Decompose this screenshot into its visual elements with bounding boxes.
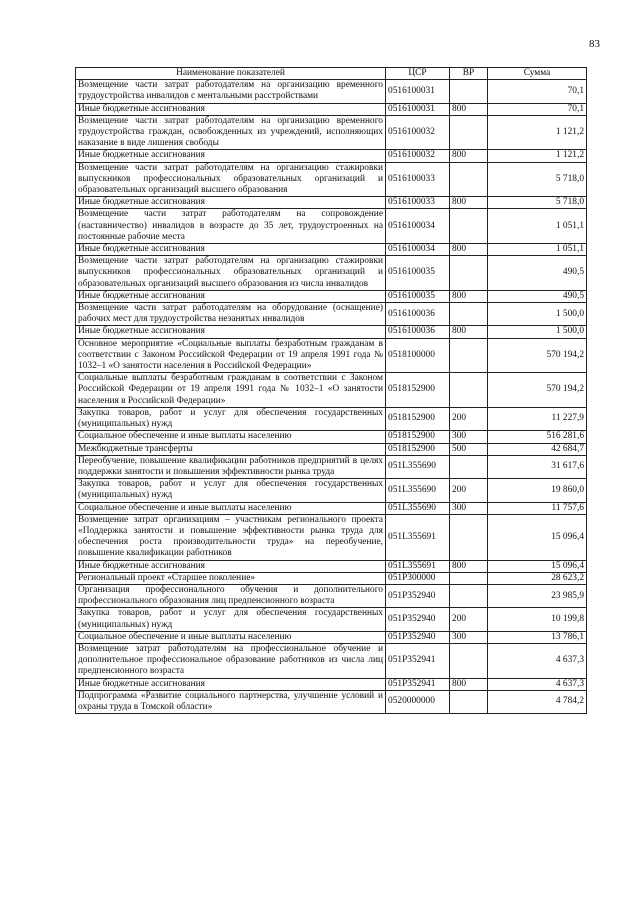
row-sum: 28 623,2 bbox=[488, 572, 587, 584]
row-vr: 800 bbox=[450, 150, 488, 162]
row-csr: 051L355690 bbox=[386, 479, 450, 502]
row-csr: 0520000000 bbox=[386, 690, 450, 713]
table-row bbox=[76, 209, 587, 244]
table-row bbox=[76, 150, 587, 162]
row-vr: 300 bbox=[450, 431, 488, 443]
row-csr: 051L355691 bbox=[386, 514, 450, 560]
row-csr: 0516100036 bbox=[386, 326, 450, 338]
row-name: Возмещение части затрат работодателям на сопровождение (наставничество) инвалидов в возрасте до 35 лет, трудоустроенных на постоянные рабочие места bbox=[76, 209, 386, 244]
row-vr bbox=[450, 303, 488, 326]
row-vr bbox=[450, 256, 488, 291]
row-name: Возмещение части затрат работодателям на оборудование (оснащение) рабочих мест для трудоустройства незанятых инвалидов bbox=[76, 303, 386, 326]
row-name: Возмещение части затрат работодателям на организацию стажировки выпускников профессиональных образовательных организаций и образовательных организаций высшего образования bbox=[76, 162, 386, 197]
row-name: Иные бюджетные ассигнования bbox=[76, 197, 386, 209]
row-csr: 0516100036 bbox=[386, 303, 450, 326]
row-vr: 800 bbox=[450, 103, 488, 115]
row-csr: 0518100000 bbox=[386, 338, 450, 373]
row-name: Иные бюджетные ассигнования bbox=[76, 326, 386, 338]
page-number: 83 bbox=[589, 38, 600, 50]
table-row bbox=[76, 115, 587, 150]
row-name: Возмещение затрат организациям – участникам регионального проекта «Поддержка занятости и повышение эффективности рынка труда для обеспечения роста производительности труда» на переобучение, повышение квалификации работников bbox=[76, 514, 386, 560]
row-csr: 0516100032 bbox=[386, 150, 450, 162]
table-row bbox=[76, 502, 587, 514]
table-row bbox=[76, 455, 587, 478]
row-name: Иные бюджетные ассигнования bbox=[76, 103, 386, 115]
row-sum: 4 784,2 bbox=[488, 690, 587, 713]
row-csr: 0516100033 bbox=[386, 162, 450, 197]
table-row bbox=[76, 572, 587, 584]
row-name: Иные бюджетные ассигнования bbox=[76, 150, 386, 162]
row-csr: 0516100033 bbox=[386, 197, 450, 209]
row-sum: 1 500,0 bbox=[488, 326, 587, 338]
row-vr bbox=[450, 80, 488, 103]
table-row bbox=[76, 256, 587, 291]
row-name: Основное мероприятие «Социальные выплаты безработным гражданам в соответствии с Законом Российской Федерации от 19 апреля 1991 года № 1032–1 «О занятости населения в Российской Федерации» bbox=[76, 338, 386, 373]
row-sum: 23 985,9 bbox=[488, 584, 587, 607]
row-name: Социальные выплаты безработным гражданам в соответствии с Законом Российской Федерации от 19 апреля 1991 года № 1032–1 «О занятости населения в Российской Федерации» bbox=[76, 373, 386, 408]
row-csr: 0518152900 bbox=[386, 407, 450, 430]
row-name: Организация профессионального обучения и дополнительного профессионального образования лиц предпенсионного возраста bbox=[76, 584, 386, 607]
row-sum: 11 757,6 bbox=[488, 502, 587, 514]
row-sum: 13 786,1 bbox=[488, 631, 587, 643]
table-row bbox=[76, 678, 587, 690]
table-row bbox=[76, 643, 587, 678]
row-sum: 1 051,1 bbox=[488, 244, 587, 256]
row-vr: 500 bbox=[450, 443, 488, 455]
row-csr: 051P352940 bbox=[386, 631, 450, 643]
row-vr bbox=[450, 643, 488, 678]
table-row bbox=[76, 244, 587, 256]
row-sum: 11 227,9 bbox=[488, 407, 587, 430]
table-row bbox=[76, 197, 587, 209]
row-name: Региональный проект «Старшее поколение» bbox=[76, 572, 386, 584]
row-vr bbox=[450, 209, 488, 244]
row-name: Возмещение части затрат работодателям на организацию стажировки выпускников профессиональных образовательных организаций и образовательных организаций высшего образования из числа инвалидов bbox=[76, 256, 386, 291]
table-row bbox=[76, 608, 587, 631]
row-csr: 051P300000 bbox=[386, 572, 450, 584]
row-csr: 0518152900 bbox=[386, 443, 450, 455]
table-body bbox=[76, 80, 587, 714]
row-vr: 800 bbox=[450, 326, 488, 338]
row-csr: 0516100031 bbox=[386, 103, 450, 115]
table-row bbox=[76, 431, 587, 443]
row-name: Подпрограмма «Развитие социального партнерства, улучшение условий и охраны труда в Томской области» bbox=[76, 690, 386, 713]
row-csr: 051L355691 bbox=[386, 560, 450, 572]
row-vr: 800 bbox=[450, 678, 488, 690]
row-sum: 10 199,8 bbox=[488, 608, 587, 631]
row-csr: 0516100035 bbox=[386, 290, 450, 302]
table-row bbox=[76, 80, 587, 103]
row-sum: 5 718,0 bbox=[488, 197, 587, 209]
table-row bbox=[76, 373, 587, 408]
row-name: Закупка товаров, работ и услуг для обеспечения государственных (муниципальных) нужд bbox=[76, 407, 386, 430]
row-sum: 31 617,6 bbox=[488, 455, 587, 478]
row-vr: 800 bbox=[450, 290, 488, 302]
row-csr: 051L355690 bbox=[386, 455, 450, 478]
row-vr: 300 bbox=[450, 631, 488, 643]
row-name: Социальное обеспечение и иные выплаты населению bbox=[76, 502, 386, 514]
row-csr: 0516100032 bbox=[386, 115, 450, 150]
row-vr bbox=[450, 584, 488, 607]
row-csr: 051P352941 bbox=[386, 643, 450, 678]
header-sum: Сумма bbox=[488, 68, 587, 80]
row-csr: 051P352940 bbox=[386, 608, 450, 631]
row-vr bbox=[450, 690, 488, 713]
row-vr: 800 bbox=[450, 197, 488, 209]
row-vr bbox=[450, 514, 488, 560]
row-name: Иные бюджетные ассигнования bbox=[76, 560, 386, 572]
row-csr: 0518152900 bbox=[386, 431, 450, 443]
row-name: Иные бюджетные ассигнования bbox=[76, 290, 386, 302]
row-vr bbox=[450, 115, 488, 150]
table-row bbox=[76, 443, 587, 455]
row-sum: 42 684,7 bbox=[488, 443, 587, 455]
row-name: Иные бюджетные ассигнования bbox=[76, 678, 386, 690]
row-csr: 0516100031 bbox=[386, 80, 450, 103]
row-vr: 200 bbox=[450, 407, 488, 430]
table-row bbox=[76, 326, 587, 338]
row-vr: 200 bbox=[450, 479, 488, 502]
row-name: Возмещение части затрат работодателям на организацию временного трудоустройства граждан, освобожденных из учреждений, исполняющих наказание в виде лишения свободы bbox=[76, 115, 386, 150]
table-row bbox=[76, 162, 587, 197]
row-csr: 051L355690 bbox=[386, 502, 450, 514]
table-row bbox=[76, 479, 587, 502]
row-sum: 1 500,0 bbox=[488, 303, 587, 326]
row-sum: 4 637,3 bbox=[488, 678, 587, 690]
row-sum: 15 096,4 bbox=[488, 514, 587, 560]
table-header-row bbox=[76, 68, 587, 80]
row-sum: 1 121,2 bbox=[488, 115, 587, 150]
table-row bbox=[76, 290, 587, 302]
row-name: Закупка товаров, работ и услуг для обеспечения государственных (муниципальных) нужд bbox=[76, 608, 386, 631]
row-vr: 200 bbox=[450, 608, 488, 631]
row-vr bbox=[450, 572, 488, 584]
row-vr: 800 bbox=[450, 244, 488, 256]
row-sum: 15 096,4 bbox=[488, 560, 587, 572]
row-vr bbox=[450, 373, 488, 408]
row-name: Переобучение, повышение квалификации работников предприятий в целях поддержки занятости и повышения эффективности рынка труда bbox=[76, 455, 386, 478]
row-vr: 300 bbox=[450, 502, 488, 514]
row-sum: 1 121,2 bbox=[488, 150, 587, 162]
row-vr bbox=[450, 455, 488, 478]
row-csr: 051P352941 bbox=[386, 678, 450, 690]
header-vr: ВР bbox=[450, 68, 488, 80]
row-vr: 800 bbox=[450, 560, 488, 572]
table-row bbox=[76, 560, 587, 572]
row-sum: 4 637,3 bbox=[488, 643, 587, 678]
row-sum: 490,5 bbox=[488, 290, 587, 302]
table-row bbox=[76, 303, 587, 326]
table-row bbox=[76, 584, 587, 607]
table-row bbox=[76, 103, 587, 115]
table-row bbox=[76, 407, 587, 430]
row-sum: 19 860,0 bbox=[488, 479, 587, 502]
row-name: Закупка товаров, работ и услуг для обеспечения государственных (муниципальных) нужд bbox=[76, 479, 386, 502]
table-row bbox=[76, 690, 587, 713]
row-sum: 516 281,6 bbox=[488, 431, 587, 443]
budget-table bbox=[75, 67, 587, 714]
row-name: Возмещение части затрат работодателям на организацию временного трудоустройства инвалидов с ментальными расстройствами bbox=[76, 80, 386, 103]
row-name: Иные бюджетные ассигнования bbox=[76, 244, 386, 256]
table-row bbox=[76, 338, 587, 373]
row-csr: 051P352940 bbox=[386, 584, 450, 607]
row-csr: 0518152900 bbox=[386, 373, 450, 408]
header-name: Наименование показателей bbox=[76, 68, 386, 80]
row-csr: 0516100035 bbox=[386, 256, 450, 291]
row-sum: 70,1 bbox=[488, 80, 587, 103]
row-name: Возмещение затрат работодателям на профессиональное обучение и дополнительное профессиональное образование работников из числа лиц предпенсионного возраста bbox=[76, 643, 386, 678]
row-sum: 570 194,2 bbox=[488, 373, 587, 408]
row-vr bbox=[450, 338, 488, 373]
row-sum: 490,5 bbox=[488, 256, 587, 291]
row-csr: 0516100034 bbox=[386, 244, 450, 256]
row-sum: 1 051,1 bbox=[488, 209, 587, 244]
table-row bbox=[76, 631, 587, 643]
row-csr: 0516100034 bbox=[386, 209, 450, 244]
row-sum: 570 194,2 bbox=[488, 338, 587, 373]
row-name: Социальное обеспечение и иные выплаты населению bbox=[76, 431, 386, 443]
row-sum: 70,1 bbox=[488, 103, 587, 115]
row-vr bbox=[450, 162, 488, 197]
row-sum: 5 718,0 bbox=[488, 162, 587, 197]
header-csr: ЦСР bbox=[386, 68, 450, 80]
row-name: Социальное обеспечение и иные выплаты населению bbox=[76, 631, 386, 643]
table-row bbox=[76, 514, 587, 560]
row-name: Межбюджетные трансферты bbox=[76, 443, 386, 455]
